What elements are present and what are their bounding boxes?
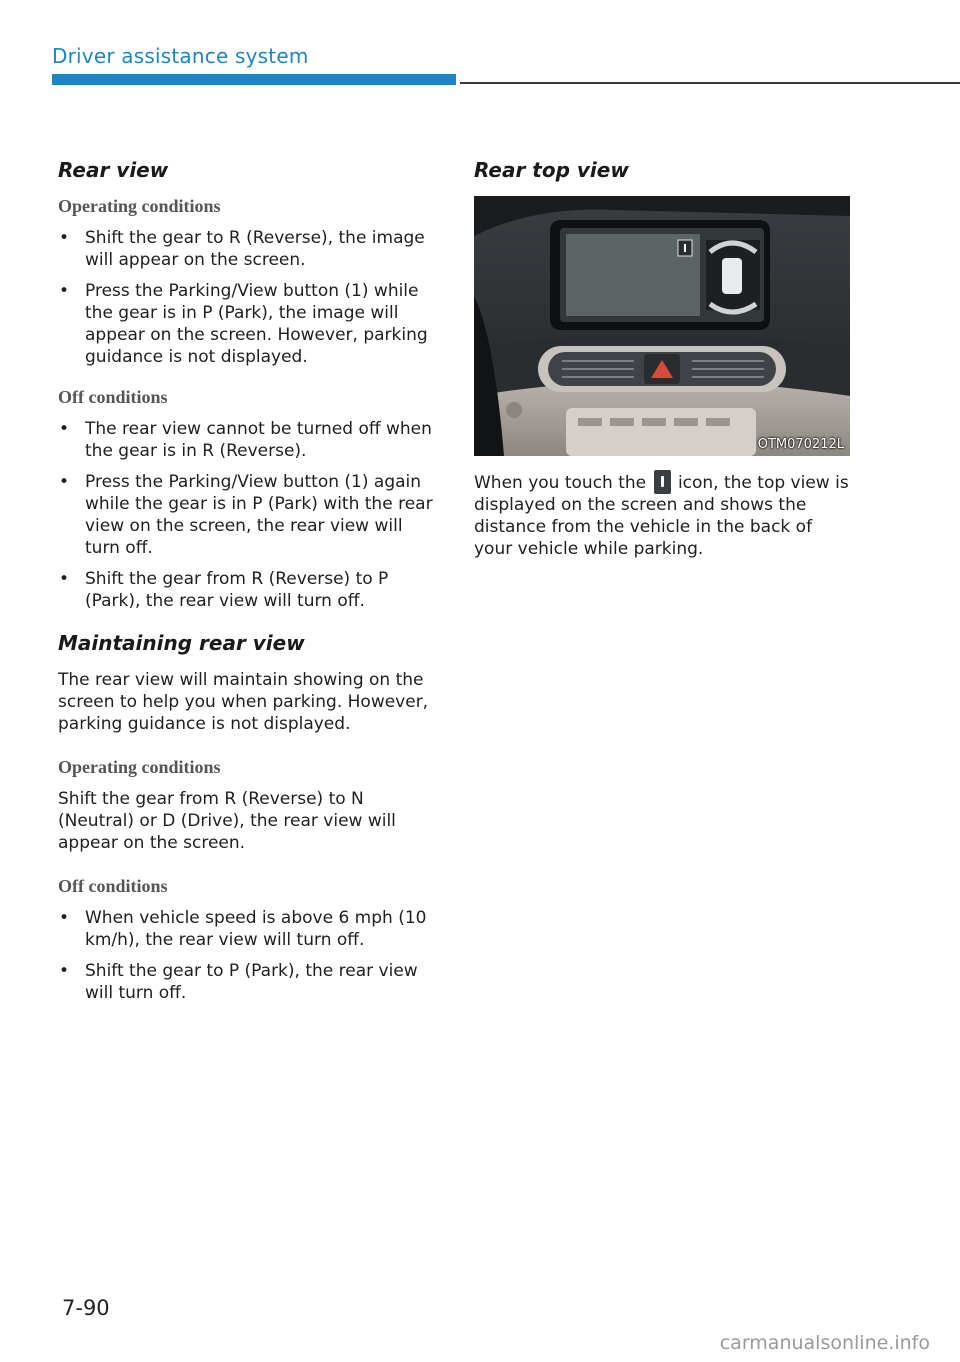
rear-view-off-list [58,418,438,612]
rear-top-view-heading: Rear top view [474,158,629,182]
maintaining-rear-view-text: The rear view will maintain showing on the screen to help you when parking. However, parking guidance is not displayed. [58,670,429,734]
watermark: carmanualsonline.info [719,1332,930,1354]
list-item: • Shift the gear to R (Reverse), the image will appear on the screen. [59,228,425,270]
bullet-icon: • [59,472,70,492]
list-item: • Press the Parking/View button (1) while the gear is in P (Park), the image will appear on the screen. However, parking guidance is not displayed. [59,281,428,367]
list-item: • Press the Parking/View button (1) again while the gear is in P (Park) with the rear view on the screen, the rear view will turn off. [59,472,433,558]
maintaining-off-heading: Off conditions [58,876,168,896]
list-item: • When vehicle speed is above 6 mph (10 km/h), the rear view will turn off. [59,908,427,950]
rear-view-operating-heading: Operating conditions [58,196,221,216]
maintaining-operating-heading: Operating conditions [58,757,221,777]
header-accent-bar [52,74,456,85]
top-view-icon [654,470,671,494]
list-item: • The rear view cannot be turned off when the gear is in R (Reverse). [59,419,432,461]
bullet-icon: • [59,961,70,981]
left-column [58,158,438,1013]
rear-view-heading: Rear view [58,158,169,182]
right-column [474,158,854,568]
dashboard-photo [474,196,850,456]
section-header-title: Driver assistance system [52,44,309,68]
header-rule [460,82,960,84]
page-number: 7-90 [62,1296,110,1320]
bullet-icon: • [59,569,70,589]
rear-view-off-heading: Off conditions [58,387,168,407]
maintaining-rear-view-heading: Maintaining rear view [58,631,305,655]
figure-code: OTM070212L [757,437,844,452]
list-item: • Shift the gear to P (Park), the rear view will turn off. [59,961,418,1003]
rear-top-view-text: When you touch the icon, the top view is displayed on the screen and shows the distance from the vehicle in the back of your vehicle while parking. [474,470,854,560]
maintaining-off-list [58,907,438,1004]
bullet-icon: • [59,281,70,301]
maintaining-operating-text: Shift the gear from R (Reverse) to N (Neutral) or D (Drive), the rear view will appear on the screen. [58,789,396,853]
list-item: • Shift the gear from R (Reverse) to P (Park), the rear view will turn off. [59,569,389,611]
dashboard-illustration [474,196,850,456]
rear-view-operating-list [58,227,438,368]
bullet-icon: • [59,419,70,439]
bullet-icon: • [59,228,70,248]
bullet-icon: • [59,908,70,928]
